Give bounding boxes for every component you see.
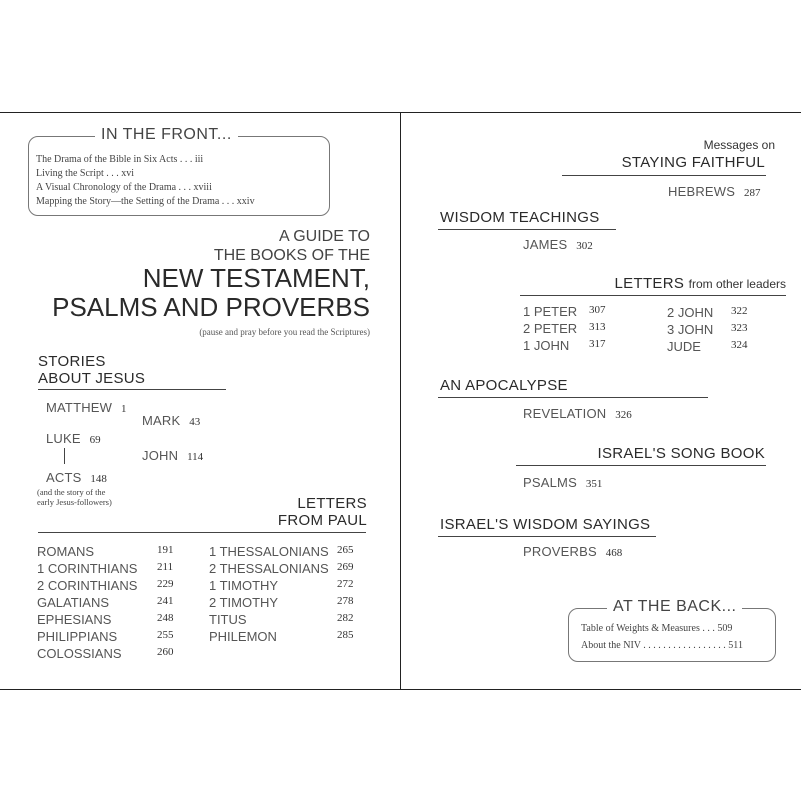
sayings-heading: ISRAEL'S WISDOM SAYINGS — [440, 516, 651, 533]
list-item: 3 JOHN 323 — [667, 322, 748, 337]
list-item: PHILIPPIANS 255 — [37, 629, 174, 644]
list-item: PHILEMON 285 — [209, 629, 354, 644]
list-item: 2 TIMOTHY 278 — [209, 595, 354, 610]
luke-acts-connector — [64, 448, 65, 464]
list-item: 2 CORINTHIANS 229 — [37, 578, 174, 593]
guide-line-3: NEW TESTAMENT, — [142, 263, 370, 293]
sayings-rule — [438, 536, 656, 537]
book-hebrews: HEBREWS 287 — [668, 184, 761, 199]
guide-line-4: PSALMS AND PROVERBS — [52, 292, 370, 322]
faithful-heading: STAYING FAITHFUL — [621, 154, 765, 171]
apocalypse-rule — [438, 397, 708, 398]
book-luke: LUKE 69 — [46, 431, 101, 446]
book-mark: MARK 43 — [142, 413, 201, 428]
book-proverbs: PROVERBS 468 — [523, 544, 623, 559]
list-item: GALATIANS 241 — [37, 595, 174, 610]
acts-note-1: (and the story of the — [37, 487, 106, 497]
book-revelation: REVELATION 326 — [523, 406, 632, 421]
faithful-pre: Messages on — [703, 138, 775, 152]
wisdom-rule — [438, 229, 616, 230]
other-rule — [520, 295, 786, 296]
other-heading: LETTERS from other leaders — [614, 275, 786, 292]
list-item: 2 PETER 313 — [523, 321, 606, 336]
list-item: TITUS 282 — [209, 612, 354, 627]
paul-heading-2: FROM PAUL — [277, 512, 367, 529]
guide-note: (pause and pray before you read the Scriptures) — [199, 327, 370, 337]
faithful-rule — [562, 175, 766, 176]
front-item-4: Mapping the Story—the Setting of the Drama . . . xxiv — [36, 196, 255, 207]
back-item-2: About the NIV . . . . . . . . . . . . . . . . . 511 — [581, 640, 743, 651]
stories-heading-1: STORIES — [38, 353, 106, 370]
book-psalms: PSALMS 351 — [523, 475, 603, 490]
list-item: 1 JOHN 317 — [523, 338, 606, 353]
list-item: COLOSSIANS 260 — [37, 646, 174, 661]
front-item-2: Living the Script . . . xvi — [36, 168, 135, 179]
song-rule — [516, 465, 766, 466]
front-item-1: The Drama of the Bible in Six Acts . . . iii — [36, 154, 204, 165]
at-the-back-title: AT THE BACK... — [607, 598, 742, 616]
list-item: EPHESIANS 248 — [37, 612, 174, 627]
list-item: 2 THESSALONIANS 269 — [209, 561, 354, 576]
song-heading: ISRAEL'S SONG BOOK — [597, 445, 765, 462]
list-item: 1 THESSALONIANS 265 — [209, 544, 354, 559]
paul-heading-1: LETTERS — [297, 495, 367, 512]
stories-heading-2: ABOUT JESUS — [38, 370, 146, 387]
list-item: 1 TIMOTHY 272 — [209, 578, 354, 593]
book-john: JOHN 114 — [142, 448, 204, 463]
book-matthew: MATTHEW 1 — [46, 400, 127, 415]
guide-line-1: A GUIDE TO — [279, 228, 370, 245]
book-acts: ACTS 148 — [46, 470, 107, 485]
book-james: JAMES 302 — [523, 237, 593, 252]
guide-line-2: THE BOOKS OF THE — [213, 247, 370, 264]
in-the-front-title: IN THE FRONT... — [95, 126, 238, 144]
front-item-3: A Visual Chronology of the Drama . . . xviii — [36, 182, 212, 193]
list-item: 2 JOHN 322 — [667, 305, 748, 320]
acts-note-2: early Jesus-followers) — [37, 497, 112, 507]
list-item: ROMANS 191 — [37, 544, 174, 559]
back-item-1: Table of Weights & Measures . . . 509 — [581, 623, 733, 634]
list-item: 1 PETER 307 — [523, 304, 606, 319]
paul-rule — [38, 532, 366, 533]
stories-rule — [38, 389, 226, 390]
wisdom-heading: WISDOM TEACHINGS — [440, 209, 600, 226]
list-item: JUDE 324 — [667, 339, 748, 354]
list-item: 1 CORINTHIANS 211 — [37, 561, 174, 576]
apocalypse-heading: AN APOCALYPSE — [440, 377, 568, 394]
page-gutter — [400, 113, 401, 689]
